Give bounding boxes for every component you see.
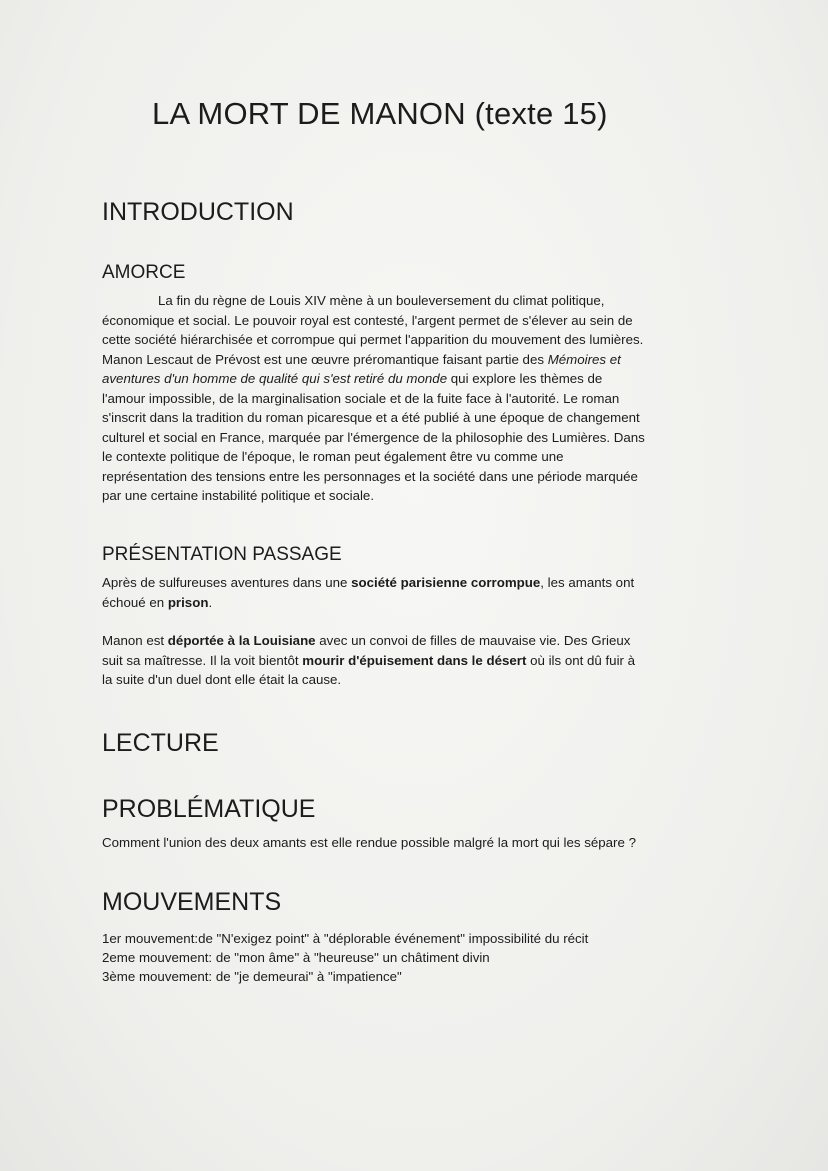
paragraph-line [102,330,730,350]
mouvement-item: 2eme mouvement: de "mon âme" à "heureuse" un châtiment divin [102,950,490,965]
text-run: suit sa maîtresse. Il la voit bientôt [102,652,303,668]
text-run: s'inscrit dans la tradition du roman picaresque et a été publié à une époque de changement [102,410,640,425]
text-run: où ils ont dû fuir à [526,652,636,668]
problematique-heading: PROBLÉMATIQUE [102,795,316,823]
text-run: représentation des tensions entre les personnages et la société dans une période marquée [102,468,638,484]
text-run: Manon Lescaut de Prévost est une œuvre préromantique faisant partie des [102,351,548,367]
text-run: culturel et social en France, marquée par l'émergence de la philosophie des Lumières. Dans [102,429,645,445]
text-run: . [208,594,213,610]
bold-run: prison [167,594,209,610]
paragraph-line [102,428,730,448]
text-run: cette société hiérarchisée et corrompue qui permet l'apparition du mouvement des lumières. [102,332,644,347]
presentation-paragraph-2 [102,631,730,690]
mouvements-list [102,929,730,986]
text-run: , les amants ont [540,575,635,590]
mouvement-item: 1er mouvement:de "N'exigez point" à "déplorable événement" impossibilité du récit [102,931,589,946]
text-run: la suite d'un duel dont elle était la cause. [102,672,342,687]
text-run: La fin du règne de Louis XIV mène à un bouleversement du climat politique, [158,293,605,308]
text-run: Après de sulfureuses aventures dans une [102,575,352,590]
mouvements-heading: MOUVEMENTS [102,888,282,916]
text-run: par une certaine instabilité politique et sociale. [102,488,375,503]
bold-run: société parisienne corrompue [351,575,541,590]
mouvement-item: 3ème mouvement: de "je demeurai" à "impatience" [102,969,402,984]
text-run: Manon est [102,633,168,648]
problematique-line: Comment l'union des deux amants est elle rendue possible malgré la mort qui les sépare ? [102,835,636,850]
presentation-paragraph-1 [102,573,730,612]
text-run: échoué en [102,594,168,610]
paragraph-line [102,447,730,467]
text-run: économique et social. Le pouvoir royal est contesté, l'argent permet de s'élever au sein de [102,312,633,328]
italic-run: aventures d'un homme de qualité qui s'est retiré du monde [102,371,448,386]
paragraph-line [102,408,730,428]
paragraph-line [102,389,730,409]
introduction-heading: INTRODUCTION [102,198,294,226]
paragraph-line [102,311,730,331]
paragraph-line [102,593,730,613]
page-title: LA MORT DE MANON (texte 15) [152,96,608,131]
paragraph-line [102,467,730,487]
paragraph-line [102,291,730,311]
italic-run: Mémoires et [547,351,621,367]
text-run: avec un convoi de filles de mauvaise vie. Des Grieux [315,633,631,648]
bold-run: mourir d'épuisement dans le désert [302,652,527,668]
amorce-heading: AMORCE [102,262,186,283]
bold-run: déportée à la Louisiane [167,633,316,648]
text-run: qui explore les thèmes de [447,371,603,386]
paragraph-line [102,369,730,389]
paragraph-line [102,651,730,671]
lecture-heading: LECTURE [102,729,219,757]
text-run: le contexte politique de l'époque, le roman peut également être vu comme une [102,449,564,464]
paragraph-line [102,573,730,593]
presentation-heading: PRÉSENTATION PASSAGE [102,544,342,565]
problematique-text [102,833,730,853]
paragraph-line [102,631,730,651]
amorce-paragraph [102,291,730,506]
text-run: l'amour impossible, de la marginalisation sociale et de la fuite face à l'autorité. Le roman [102,390,620,406]
paragraph-line [102,486,730,506]
paragraph-line [102,350,730,370]
paragraph-line [102,670,730,690]
